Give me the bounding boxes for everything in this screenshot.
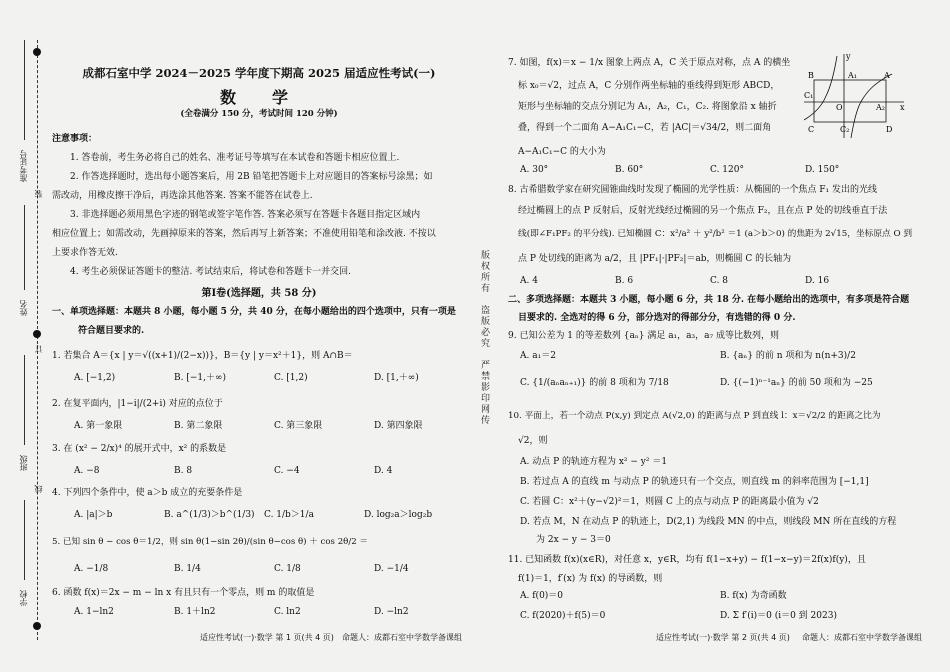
q8-option: D. 16	[805, 276, 830, 286]
q6-option: B. 1＋ln2	[174, 607, 216, 617]
subject-title: 数 学	[219, 88, 298, 107]
q6-option: A. 1−ln2	[74, 607, 114, 617]
fig-label: C₂	[840, 125, 850, 134]
q1-options	[74, 372, 474, 386]
q8-option: C. 8	[710, 276, 729, 286]
q6-options	[74, 606, 474, 620]
section2-heading: 二、多项选择题：本题共 3 小题，每小题 6 分，共 18 分. 在每小题给出的选项中，有多项是符合题	[508, 295, 910, 305]
q8-line: 8. 古希腊数学家在研究圆锥曲线时发现了椭圆的光学性质：从椭圆的一个焦点 F₁ 发出的光线	[508, 185, 878, 195]
q3-option: A. −8	[74, 466, 100, 476]
q3-option: B. 8	[174, 466, 193, 476]
fig-label: y	[846, 52, 851, 61]
fig-label: A₂	[876, 103, 885, 112]
q3-stem: 3. 在 (x² − 2/x)⁴ 的展开式中，x² 的系数是	[52, 444, 227, 454]
q10-option: D. 若点 M，N 在动点 P 的轨迹上，D(2,1) 为线段 MN 的中点，则线段 MN 所在直线的方程	[520, 517, 897, 527]
q10-option: C. 若圆 C：x²＋(y−√2)²＝1，则圆 C 上的点与动点 P 的距离最小值为 √2	[520, 497, 819, 507]
footer-author: 命题人：成都石室中学数学备课组	[802, 633, 922, 642]
q6-option: D. −ln2	[374, 607, 409, 617]
fill-line	[24, 40, 25, 140]
q8-option: A. 4	[520, 276, 538, 286]
q5-stem: 5. 已知 sin θ − cos θ＝1/2，则 sin θ(1−sin 2θ)/(sin θ−cos θ) ＋ cos 2θ/2 ＝	[52, 537, 369, 547]
q7-options	[520, 164, 900, 178]
q2-stem: 2. 在复平面内，|1−i|/(2+i) 对应的点位于	[52, 399, 223, 409]
q11-option: B. f(x) 为奇函数	[720, 591, 787, 601]
fig-label: B	[808, 71, 814, 80]
notice-item: 2. 作答选择题时，选出每小题答案后，用 2B 铅笔把答题卡上对应题目的答案标号涂黑；如	[70, 172, 433, 182]
q4-option: D. log₂a＞log₂b	[364, 510, 433, 520]
left-column	[50, 0, 468, 672]
notice-heading: 注意事项：	[52, 134, 98, 144]
q8-line: 经过椭圆上的点 P 反射后，反射光线经过椭圆的另一个焦点 F₂，且在点 P 处的切线垂直于法	[518, 206, 888, 216]
q8-option: B. 6	[615, 276, 634, 286]
q3-options	[74, 465, 474, 479]
q7-option: D. 150°	[805, 165, 840, 175]
q9-option: D. {(−1)ⁿ⁻¹aₙ} 的前 50 项和为 −25	[720, 378, 873, 388]
q6-option: C. ln2	[274, 607, 301, 617]
q8-line: 线(即∠F₁PF₂ 的平分线). 已知椭圆 C：x²/a² ＋ y²/b² ＝1 (a＞b＞0) 的焦距为 2√15，坐标原点 O 到	[518, 229, 913, 239]
name-label: 姓名	[19, 300, 28, 316]
fig-label: x	[900, 103, 905, 112]
footer-author: 命题人：成都石室中学数学备课组	[342, 633, 462, 642]
q7-line: 7. 如图，f(x)＝x − 1/x 图象上两点 A，C 关于原点对称，点 A 的横坐	[508, 58, 791, 68]
notice-item: 1. 答卷前，考生务必将自己的姓名、准考证号等填写在本试卷和答题卡相应位置上.	[70, 153, 400, 163]
q2-option: A. 第一象限	[74, 421, 123, 431]
q10-option: A. 动点 P 的轨迹方程为 x² − y² ＝1	[520, 457, 668, 467]
hole-mark	[33, 330, 41, 338]
hole-mark	[33, 48, 41, 56]
notice-item: 上要求作答无效.	[52, 248, 118, 258]
notice-item: 3. 非选择题必须用黑色字迹的钢笔或签字笔作答. 答案必须写在答题卡各题目指定区域内	[70, 210, 421, 220]
q2-option: B. 第二象限	[174, 421, 223, 431]
q8-options	[520, 275, 900, 289]
q6-stem: 6. 函数 f(x)＝2x − m − ln x 有且只有一个零点，则 m 的取值是	[52, 588, 315, 598]
q5-option: D. −1/4	[374, 564, 409, 574]
fig-label: D	[886, 125, 893, 134]
cut-line	[37, 40, 38, 640]
q5-options	[74, 563, 474, 577]
binding-mark: 订	[34, 345, 43, 353]
q1-option: D. [1,＋∞)	[374, 373, 419, 383]
q1-option: B. [−1,＋∞)	[174, 373, 226, 383]
q1-option: C. [1,2)	[274, 373, 308, 383]
q4-stem: 4. 下列四个条件中，使 a＞b 成立的充要条件是	[52, 488, 243, 498]
q9-stem: 9. 已知公差为 1 的等差数列 {aₙ} 满足 a₁，a₃，a₇ 成等比数列，则	[508, 331, 779, 341]
fig-label: A	[884, 71, 890, 80]
q7-option: A. 30°	[520, 165, 549, 175]
q10-option-cont: 为 2x − y − 3＝0	[536, 535, 611, 545]
fill-line	[24, 205, 25, 290]
page-footer: 适应性考试(一)·数学 第 1 页(共 4 页)	[200, 633, 334, 642]
section1-heading-cont: 符合题目要求的.	[78, 326, 145, 336]
q2-options	[74, 420, 474, 434]
q7-line: 叠，得到一个二面角 A−A₁C₁−C，若 |AC|＝√34/2，则二面角	[518, 123, 772, 133]
curve-branch-left	[804, 56, 837, 120]
exam-note: (全卷满分 150 分，考试时间 120 分钟)	[180, 109, 338, 119]
q3-option: C. −4	[274, 466, 300, 476]
q11-line: f(1)＝1，f′(x) 为 f(x) 的导函数，则	[518, 574, 663, 584]
q10-line: 10. 平面上，若一个动点 P(x,y) 到定点 A(√2,0) 的距离与点 P 到直线 l：x＝√2/2 的距离之比为	[508, 411, 881, 421]
q7-line: A−A₁C₁−C 的大小为	[518, 147, 606, 157]
hole-mark	[33, 622, 41, 630]
q2-option: D. 第四象限	[374, 421, 423, 431]
section1-heading: 一、单项选择题：本题共 8 小题，每小题 5 分，共 40 分，在每小题给出的四个选项中，只有一项是	[52, 307, 456, 317]
fig-label: O	[836, 103, 843, 112]
notice-item: 需改动，用橡皮擦干净后，再选涂其他答案. 答案不能答在试卷上.	[52, 191, 313, 201]
q7-option: C. 120°	[710, 165, 744, 175]
q4-option: B. a^(1/3)＞b^(1/3)	[164, 510, 255, 520]
q5-option: B. 1/4	[174, 564, 201, 574]
q11-option: D. Σ f′(i)＝0 (i＝0 到 2023)	[720, 611, 837, 621]
q1-option: A. [−1,2)	[74, 373, 116, 383]
q7-line: 矩形与坐标轴的交点分别记为 A₁，A₂，C₁，C₂. 将图象沿 x 轴折	[518, 102, 777, 112]
q9-option: C. {1/(aₙaₙ₊₁)} 的前 8 项和为 7/18	[520, 378, 669, 388]
exam-title: 成都石室中学 2024－2025 学年度下期高 2025 届适应性考试(一)	[82, 66, 436, 80]
binding-strip	[0, 0, 45, 672]
q4-options	[74, 509, 464, 523]
school-label: 学校	[19, 590, 28, 606]
q7-figure	[796, 50, 908, 142]
q9-option: A. a₁＝2	[520, 351, 556, 361]
fig-label: C₁	[804, 91, 814, 100]
q11-option: C. f(2020)＋f(5)＝0	[520, 611, 606, 621]
notice-item: 相应位置上；如需改动，先画掉原来的答案，然后再写上新答案；不准使用铅笔和涂改液. 不按以	[52, 229, 436, 239]
q11-line: 11. 已知函数 f(x)(x∈R)，对任意 x，y∈R，均有 f(1−x+y) − f(1−x−y)＝2f(x)f(y)，且	[508, 555, 866, 565]
q7-line: 标 x₀＝√2，过点 A，C 分别作两坐标轴的垂线得到矩形 ABCD，	[518, 81, 780, 91]
notice-item: 4. 考生必须保证答题卡的整洁. 考试结束后，将试卷和答题卡一并交回.	[70, 267, 352, 277]
page-footer: 适应性考试(一)·数学 第 2 页(共 4 页)	[656, 633, 790, 642]
q5-option: A. −1/8	[74, 564, 109, 574]
q4-option: C. 1/b＞1/a	[264, 510, 314, 520]
class-label: 班级	[19, 455, 28, 471]
q4-option: A. |a|＞b	[74, 510, 113, 520]
q9-option: B. {aₙ} 的前 n 项和为 n(n+3)/2	[720, 351, 856, 361]
q11-option: A. f(0)＝0	[520, 591, 564, 601]
fig-label: A₁	[848, 71, 857, 80]
q2-option: C. 第三象限	[274, 421, 323, 431]
binding-mark: 线	[34, 485, 43, 493]
right-column	[506, 0, 938, 672]
q3-option: D. 4	[374, 466, 393, 476]
fill-line	[24, 500, 25, 580]
fig-label: C	[808, 125, 815, 134]
binding-mark: 装	[34, 190, 43, 198]
q1-stem: 1. 若集合 A＝{x | y＝√((x+1)/(2−x))}，B＝{y | y＝x²＋1}，则 A∩B＝	[52, 351, 353, 361]
section2-heading-cont: 目要求的. 全选对的得 6 分，部分选对的得部分分，有选错的得 0 分.	[518, 313, 796, 323]
q7-option: B. 60°	[615, 165, 644, 175]
q5-option: C. 1/8	[274, 564, 301, 574]
copyright-notice: 版权所有 盗版必究 严禁影印网传	[479, 250, 489, 426]
exam-id-label: 准考证号	[19, 150, 28, 182]
q10-option: B. 若过点 A 的直线 m 与动点 P 的轨迹只有一个交点，则直线 m 的斜率范围为 [−1,1]	[520, 477, 869, 487]
q8-line: 点 P 处切线的距离为 a/2，且 |PF₁|·|PF₂|＝ab，则椭圆 C 的长轴为	[518, 254, 792, 264]
q10-line: √2，则	[518, 436, 548, 446]
fill-line	[24, 355, 25, 445]
part1-title: 第Ⅰ卷(选择题，共 58 分)	[201, 288, 317, 299]
rectangle-abcd	[814, 80, 886, 122]
